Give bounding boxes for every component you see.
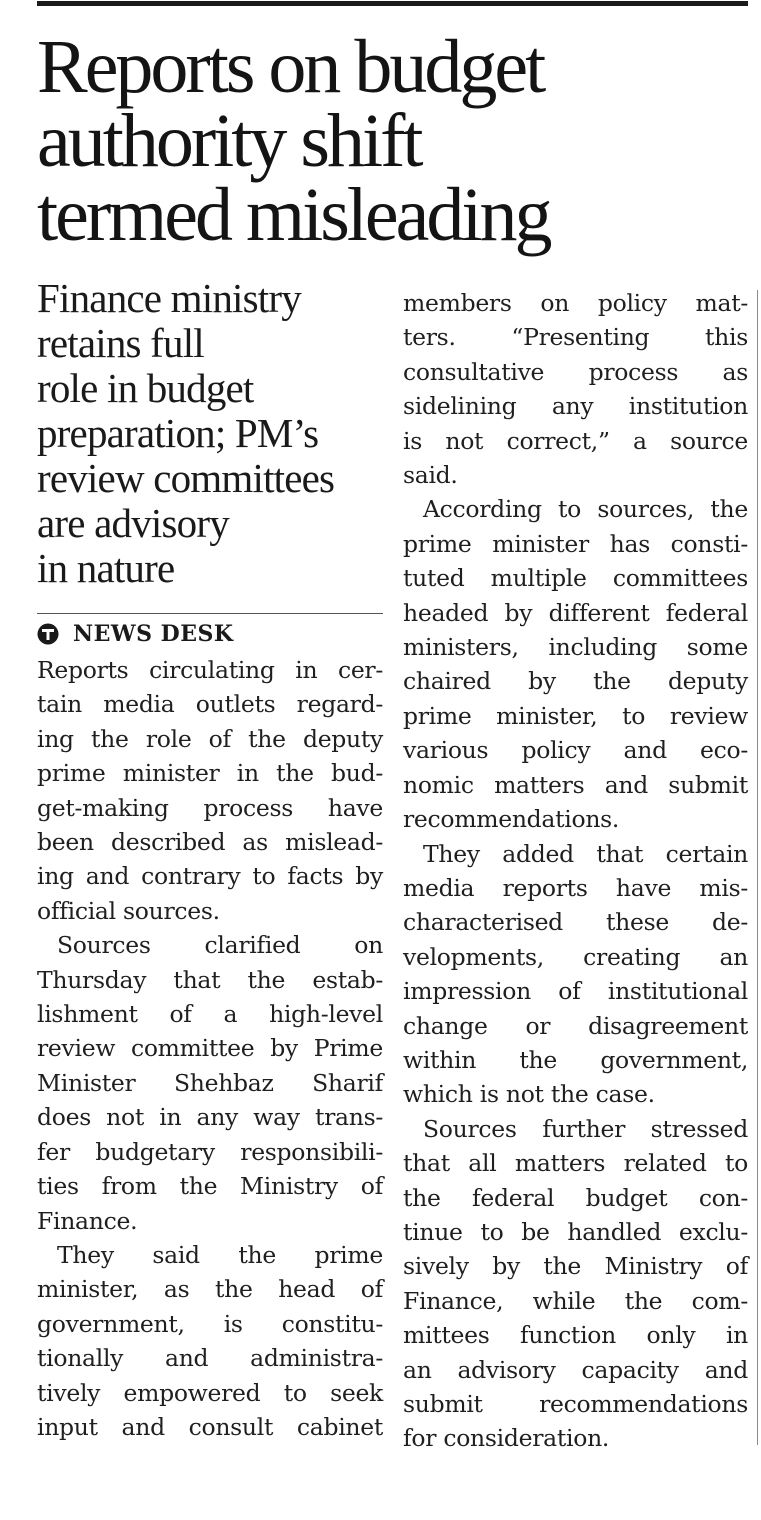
left-column-body: [37, 653, 383, 1444]
deck-line: in nature: [37, 545, 175, 591]
body-line: tively empowered to seek: [37, 1378, 383, 1407]
body-line: is not correct,” a source: [403, 426, 748, 455]
body-line: impression of institutional: [403, 977, 748, 1006]
column-rule: [757, 290, 758, 1445]
body-line: Minister Shehbaz Sharif: [37, 1068, 383, 1097]
deck-line: Finance ministry: [37, 275, 301, 321]
body-line: sively by the Ministry of: [403, 1252, 748, 1281]
body-line: Reports circulating in cer-: [37, 656, 383, 684]
body-line: been described as mislead-: [37, 828, 383, 857]
body-line: ters. “Presenting this: [403, 323, 748, 352]
body-line: According to sources, the: [423, 495, 748, 524]
body-line: characterised these de-: [403, 908, 748, 937]
body-line: for consideration.: [403, 1424, 610, 1453]
body-line: ties from the Ministry of: [37, 1172, 383, 1201]
body-line: tuted multiple committees: [403, 564, 748, 593]
body-line: recommendations.: [403, 805, 620, 834]
body-line: Sources clarified on: [57, 931, 383, 960]
body-line: minister, as the head of: [37, 1275, 383, 1304]
right-column: [403, 286, 748, 1456]
body-line: input and consult cabinet: [37, 1412, 383, 1441]
body-line: prime minister in the bud-: [37, 759, 383, 788]
headline-line: Reports on budget: [37, 25, 544, 109]
body-line: that all matters related to: [403, 1149, 748, 1178]
body-line: the federal budget con-: [403, 1183, 748, 1212]
right-column-body: [403, 286, 748, 1456]
deck-line: retains full: [37, 320, 204, 366]
deck-line: preparation; PM’s: [37, 410, 319, 456]
body-line: Thursday that the estab-: [37, 965, 383, 994]
body-line: said.: [403, 461, 458, 490]
body-line: velopments, creating an: [403, 942, 748, 971]
body-line: ministers, including some: [403, 633, 748, 662]
byline-text: NEWS DESK: [73, 621, 234, 647]
body-line: sidelining any institution: [403, 392, 748, 421]
headline-line: authority shift: [37, 99, 421, 183]
headline-line: termed misleading: [37, 173, 550, 257]
body-line: tionally and administra-: [37, 1344, 383, 1373]
body-line: fer budgetary responsibili-: [37, 1137, 383, 1166]
body-line: change or disagreement: [403, 1011, 748, 1040]
top-rule: [37, 1, 748, 6]
body-line: prime minister has consti-: [403, 529, 748, 558]
body-line: prime minister, to review: [403, 701, 748, 730]
body-line: ing the role of the deputy: [37, 724, 383, 753]
body-line: media reports have mis-: [403, 873, 748, 902]
body-line: which is not the case.: [403, 1080, 655, 1109]
body-line: headed by different federal: [403, 598, 748, 627]
body-line: lishment of a high-level: [37, 1000, 383, 1029]
body-line: members on policy mat-: [403, 289, 748, 317]
body-line: mittees function only in: [403, 1321, 748, 1350]
body-line: review committee by Prime: [37, 1034, 383, 1063]
body-line: ing and contrary to facts by: [37, 862, 383, 891]
body-line: chaired by the deputy: [403, 667, 748, 696]
deck-line: are advisory: [37, 500, 229, 546]
deck: [37, 276, 383, 591]
deck-line: role in budget: [37, 365, 254, 411]
body-line: Finance.: [37, 1206, 138, 1235]
body-line: nomic matters and submit: [403, 770, 748, 799]
publication-logo-icon: [37, 623, 59, 645]
byline: [37, 613, 383, 649]
body-line: government, is constitu-: [37, 1309, 383, 1338]
body-line: various policy and eco-: [403, 736, 748, 765]
body-line: an advisory capacity and: [403, 1355, 748, 1384]
body-line: does not in any way trans-: [37, 1103, 383, 1132]
body-line: tain media outlets regard-: [37, 690, 383, 719]
deck-line: review committees: [37, 455, 335, 501]
left-column: [37, 276, 383, 1444]
body-line: submit recommendations: [403, 1390, 748, 1418]
body-line: They said the prime: [57, 1240, 383, 1269]
body-line: get-making process have: [37, 793, 383, 822]
body-line: Sources further stressed: [423, 1114, 748, 1143]
body-line: tinue to be handled exclu-: [403, 1217, 748, 1246]
headline: [37, 25, 752, 257]
body-line: consultative process as: [403, 357, 748, 386]
body-line: They added that certain: [423, 839, 748, 868]
body-line: official sources.: [37, 896, 220, 925]
body-line: within the government,: [403, 1045, 748, 1074]
body-line: Finance, while the com-: [403, 1286, 748, 1315]
